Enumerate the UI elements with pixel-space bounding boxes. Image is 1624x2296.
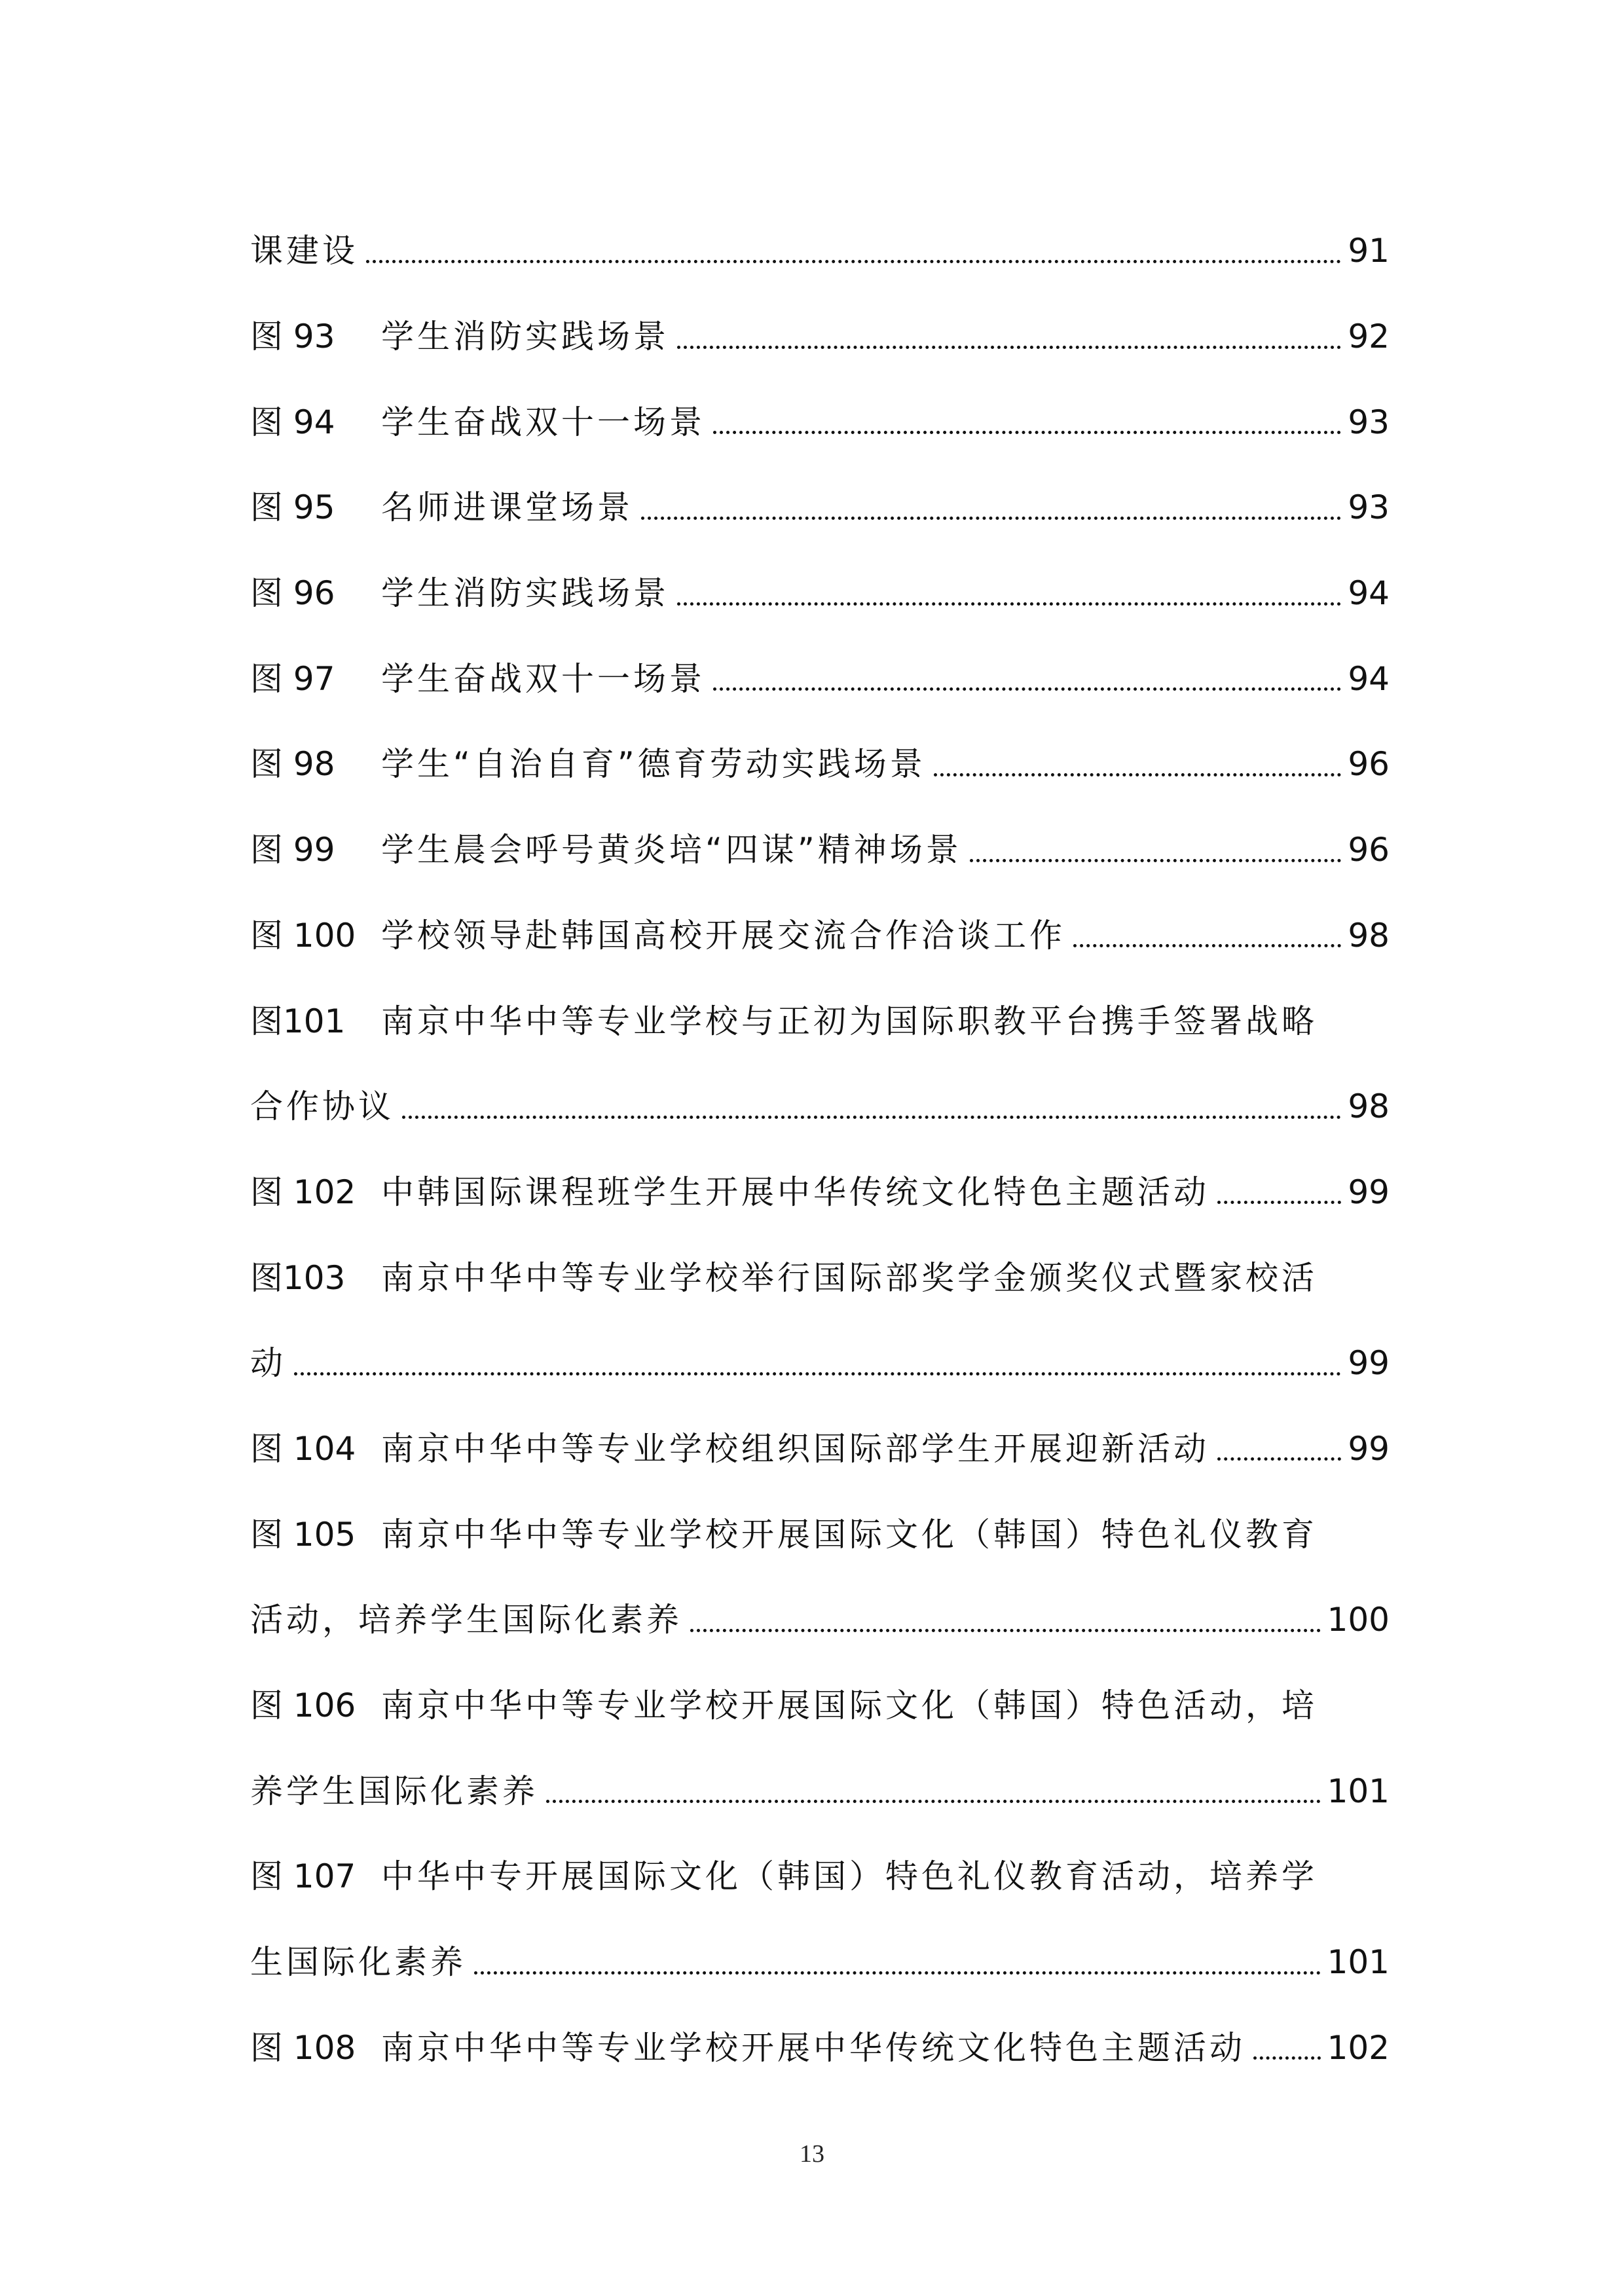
dot-leader xyxy=(970,859,1342,862)
figure-title: 合作协议 xyxy=(250,1087,394,1126)
page-reference: 96 xyxy=(1348,831,1390,869)
figure-title: 南京中华中等专业学校举行国际部奖学金颁奖仪式暨家校活 xyxy=(381,1258,1318,1297)
toc-entry[interactable] xyxy=(250,1920,1390,2005)
page-reference: 101 xyxy=(1327,1943,1390,1982)
dot-leader xyxy=(1253,2056,1321,2060)
figure-title: 南京中华中等专业学校组织国际部学生开展迎新活动 xyxy=(381,1429,1209,1468)
toc-entry[interactable] xyxy=(250,208,1390,294)
figure-title: 学生晨会呼号黄炎培“四谋”精神场景 xyxy=(381,831,962,869)
dot-leader xyxy=(366,260,1341,263)
figure-title: 学生消防实践场景 xyxy=(381,574,669,613)
dot-leader xyxy=(402,1116,1341,1119)
figure-number: 图 95 xyxy=(250,488,335,527)
page-reference: 102 xyxy=(1327,2028,1390,2067)
figure-number: 图 108 xyxy=(250,2028,356,2067)
toc-entry[interactable] xyxy=(250,721,1390,807)
toc-entry[interactable] xyxy=(250,379,1390,465)
dot-leader xyxy=(713,687,1341,691)
figure-title: 学生消防实践场景 xyxy=(381,318,669,356)
dot-leader xyxy=(641,517,1341,520)
figure-title: 南京中华中等专业学校开展国际文化（韩国）特色礼仪教育 xyxy=(381,1515,1318,1554)
toc-entry[interactable] xyxy=(250,294,1390,380)
figure-number: 图 102 xyxy=(250,1173,356,1211)
figure-number: 图103 xyxy=(250,1258,346,1297)
toc-entry[interactable] xyxy=(250,1663,1390,1749)
figure-title: 学生“自治自育”德育劳动实践场景 xyxy=(381,745,926,784)
figure-title: 南京中华中等专业学校开展中华传统文化特色主题活动 xyxy=(381,2028,1246,2067)
page-reference: 98 xyxy=(1348,1087,1390,1126)
figure-title: 课建设 xyxy=(250,232,358,270)
figure-title: 动 xyxy=(250,1344,286,1383)
figure-number: 图 98 xyxy=(250,745,335,784)
figure-title: 中韩国际课程班学生开展中华传统文化特色主题活动 xyxy=(381,1173,1209,1211)
figure-number: 图 96 xyxy=(250,574,335,613)
figure-number: 图 106 xyxy=(250,1686,356,1725)
toc-entry[interactable] xyxy=(250,1406,1390,1492)
figure-number: 图101 xyxy=(250,1002,346,1040)
dot-leader xyxy=(546,1800,1321,1803)
dot-leader xyxy=(713,431,1341,434)
page-reference: 94 xyxy=(1348,574,1390,613)
toc-entry[interactable] xyxy=(250,1491,1390,1577)
figure-title: 南京中华中等专业学校与正初为国际职教平台携手签署战略 xyxy=(381,1002,1318,1040)
toc-entry[interactable] xyxy=(250,1834,1390,1920)
figure-number: 图 99 xyxy=(250,831,335,869)
table-of-figures xyxy=(250,208,1390,2090)
figure-title: 学生奋战双十一场景 xyxy=(381,403,705,441)
toc-entry[interactable] xyxy=(250,1064,1390,1150)
toc-entry[interactable] xyxy=(250,2005,1390,2090)
dot-leader xyxy=(1217,1201,1341,1204)
figure-number: 图 100 xyxy=(250,916,356,955)
dot-leader xyxy=(294,1372,1341,1376)
figure-title: 生国际化素养 xyxy=(250,1943,466,1982)
page-reference: 99 xyxy=(1348,1429,1390,1468)
toc-entry[interactable] xyxy=(250,1321,1390,1406)
figure-title: 养学生国际化素养 xyxy=(250,1772,538,1810)
dot-leader xyxy=(690,1629,1321,1632)
page-reference: 98 xyxy=(1348,916,1390,955)
page-number: 13 xyxy=(800,2140,824,2168)
page-reference: 93 xyxy=(1348,403,1390,441)
toc-entry[interactable] xyxy=(250,1235,1390,1321)
page-reference: 94 xyxy=(1348,659,1390,698)
page-reference: 92 xyxy=(1348,318,1390,356)
figure-title: 中华中专开展国际文化（韩国）特色礼仪教育活动，培养学 xyxy=(381,1857,1318,1896)
toc-entry[interactable] xyxy=(250,1577,1390,1663)
dot-leader xyxy=(1217,1457,1341,1461)
figure-title: 学校领导赴韩国高校开展交流合作洽谈工作 xyxy=(381,916,1065,955)
dot-leader xyxy=(1073,944,1341,947)
toc-entry[interactable] xyxy=(250,551,1390,636)
figure-number: 图 97 xyxy=(250,659,335,698)
page-reference: 99 xyxy=(1348,1173,1390,1211)
toc-entry[interactable] xyxy=(250,465,1390,551)
toc-entry[interactable] xyxy=(250,1150,1390,1235)
figure-number: 图 93 xyxy=(250,318,335,356)
page-reference: 96 xyxy=(1348,745,1390,784)
figure-title: 学生奋战双十一场景 xyxy=(381,659,705,698)
toc-entry[interactable] xyxy=(250,893,1390,979)
dot-leader xyxy=(677,346,1341,349)
dot-leader xyxy=(474,1971,1321,1975)
toc-entry[interactable] xyxy=(250,807,1390,893)
page-reference: 101 xyxy=(1327,1772,1390,1810)
toc-entry[interactable] xyxy=(250,978,1390,1064)
toc-entry[interactable] xyxy=(250,636,1390,721)
figure-number: 图 104 xyxy=(250,1429,356,1468)
dot-leader xyxy=(677,602,1341,606)
dot-leader xyxy=(934,773,1342,776)
page-reference: 100 xyxy=(1327,1601,1390,1639)
figure-title: 名师进课堂场景 xyxy=(381,488,633,527)
figure-title: 活动，培养学生国际化素养 xyxy=(250,1601,682,1639)
figure-number: 图 94 xyxy=(250,403,335,441)
toc-entry[interactable] xyxy=(250,1748,1390,1834)
figure-number: 图 107 xyxy=(250,1857,356,1896)
page-reference: 99 xyxy=(1348,1344,1390,1383)
page-reference: 93 xyxy=(1348,488,1390,527)
figure-title: 南京中华中等专业学校开展国际文化（韩国）特色活动，培 xyxy=(381,1686,1318,1725)
figure-number: 图 105 xyxy=(250,1515,356,1554)
page-reference: 91 xyxy=(1348,232,1390,270)
